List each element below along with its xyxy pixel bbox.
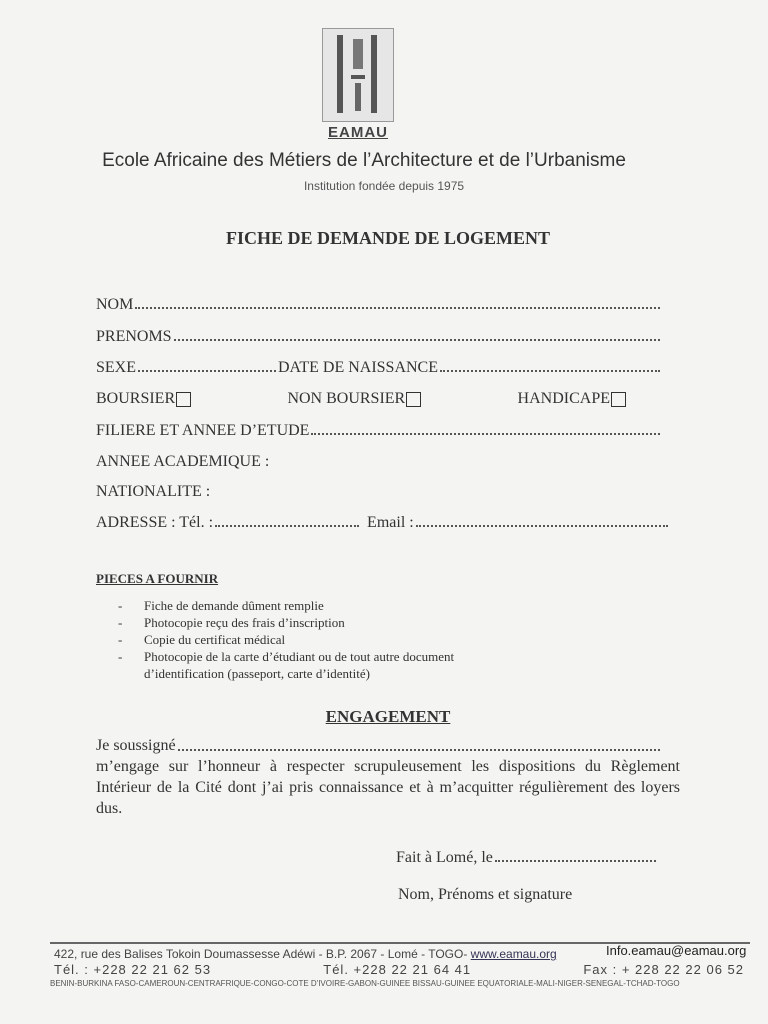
filiere-field-row [96, 418, 662, 440]
bullet-icon: - [118, 649, 123, 664]
footer-member-countries: BENIN-BURKINA FASO-CAMEROUN-CENTRAFRIQUE-CONGO-COTE D'IVOIRE-GABON-GUINEE BISSAU-GUINEE EQUATORIALE-MALI-NIGER-SENEGAL-TCHAD-TOGO [50, 979, 680, 988]
prenoms-input-line[interactable] [174, 338, 660, 341]
founded-line: Institution fondée depuis 1975 [303, 179, 465, 193]
footer-tel-1: Tél. : +228 22 21 62 53 [54, 962, 212, 977]
date-input-line[interactable] [495, 859, 656, 862]
handicape-option[interactable] [518, 390, 626, 408]
non-boursier-checkbox[interactable] [406, 392, 421, 407]
status-checkbox-row [96, 386, 626, 408]
engagement-title: ENGAGEMENT [325, 707, 451, 726]
filiere-label: FILIERE ET ANNEE D’ETUDE [96, 422, 310, 439]
bullet-icon: - [118, 598, 123, 613]
footer-tel-2: Tél. +228 22 21 64 41 [323, 962, 472, 977]
prenoms-field-row [96, 324, 662, 346]
list-item: - Copie du certificat médical [118, 632, 286, 647]
pieces-title: PIECES A FOURNIR [96, 571, 219, 586]
nationalite-row [96, 479, 662, 501]
birthdate-label: DATE DE NAISSANCE [278, 359, 438, 376]
signature-label: Nom, Prénoms et signature [398, 886, 573, 903]
filiere-input-line[interactable] [311, 432, 660, 435]
nom-field-row [96, 292, 662, 314]
soussigne-input-line[interactable] [178, 748, 660, 751]
sexe-birthdate-row [96, 355, 662, 377]
fait-a-row [396, 845, 658, 867]
engagement-text [96, 735, 680, 819]
website-link[interactable]: www.eamau.org [470, 947, 557, 961]
email-label: Email : [367, 514, 414, 531]
list-item: - Photocopie reçu des frais d’inscription [118, 615, 345, 630]
bullet-icon: - [118, 615, 123, 630]
list-item: - Fiche de demande dûment remplie [118, 598, 324, 613]
form-title: FICHE DE DEMANDE DE LOGEMENT [225, 228, 551, 248]
email-input-line[interactable] [416, 524, 668, 527]
bullet-icon: - [118, 632, 123, 647]
soussigne-row [96, 735, 662, 756]
handicape-label: HANDICAPE [517, 390, 610, 407]
annee-academique-label: ANNEE ACADEMIQUE : [96, 453, 270, 470]
footer-email[interactable]: Info.eamau@eamau.org [606, 943, 747, 958]
engagement-body: m’engage sur l’honneur à respecter scrupuleusement les dispositions du Règlement Intérieur de la Cité dont j’ai pris connaissance et à m’acquitter régulièrement des loyers dus. [96, 758, 680, 817]
boursier-option[interactable] [96, 390, 191, 408]
handicape-checkbox[interactable] [611, 392, 626, 407]
telephone-input-line[interactable] [215, 524, 359, 527]
school-logo [322, 28, 394, 122]
adresse-label: ADRESSE : Tél. : [96, 514, 214, 531]
boursier-checkbox[interactable] [176, 392, 191, 407]
prenoms-label: PRENOMS [96, 328, 172, 345]
footer-address: 422, rue des Balises Tokoin Doumassesse Adéwi - B.P. 2067 - Lomé - TOGO- www.eamau.org [54, 947, 557, 961]
non-boursier-option[interactable] [287, 390, 421, 408]
boursier-label: BOURSIER [96, 390, 176, 407]
nom-label: NOM [96, 296, 134, 313]
birthdate-input-line[interactable] [440, 369, 660, 372]
fait-a-label: Fait à Lomé, le [396, 849, 493, 866]
nationalite-label: NATIONALITE : [96, 483, 211, 500]
non-boursier-label: NON BOURSIER [287, 390, 406, 407]
sexe-input-line[interactable] [138, 369, 276, 372]
footer-contacts [54, 962, 744, 977]
footer-fax: Fax : + 228 22 22 06 52 [583, 962, 744, 977]
school-name: Ecole Africaine des Métiers de l’Architecture et de l’Urbanisme [102, 150, 626, 171]
list-item: - Photocopie de la carte d’étudiant ou de tout autre document d’identification (passeport, carte d’identité) [118, 649, 455, 681]
sexe-label: SEXE [96, 359, 136, 376]
adresse-row [96, 510, 670, 532]
logo-wordmark: EAMAU [328, 124, 388, 141]
annee-academique-row [96, 449, 662, 471]
pieces-list [118, 597, 524, 682]
soussigne-label: Je soussigné [96, 737, 176, 754]
nom-input-line[interactable] [135, 306, 660, 309]
